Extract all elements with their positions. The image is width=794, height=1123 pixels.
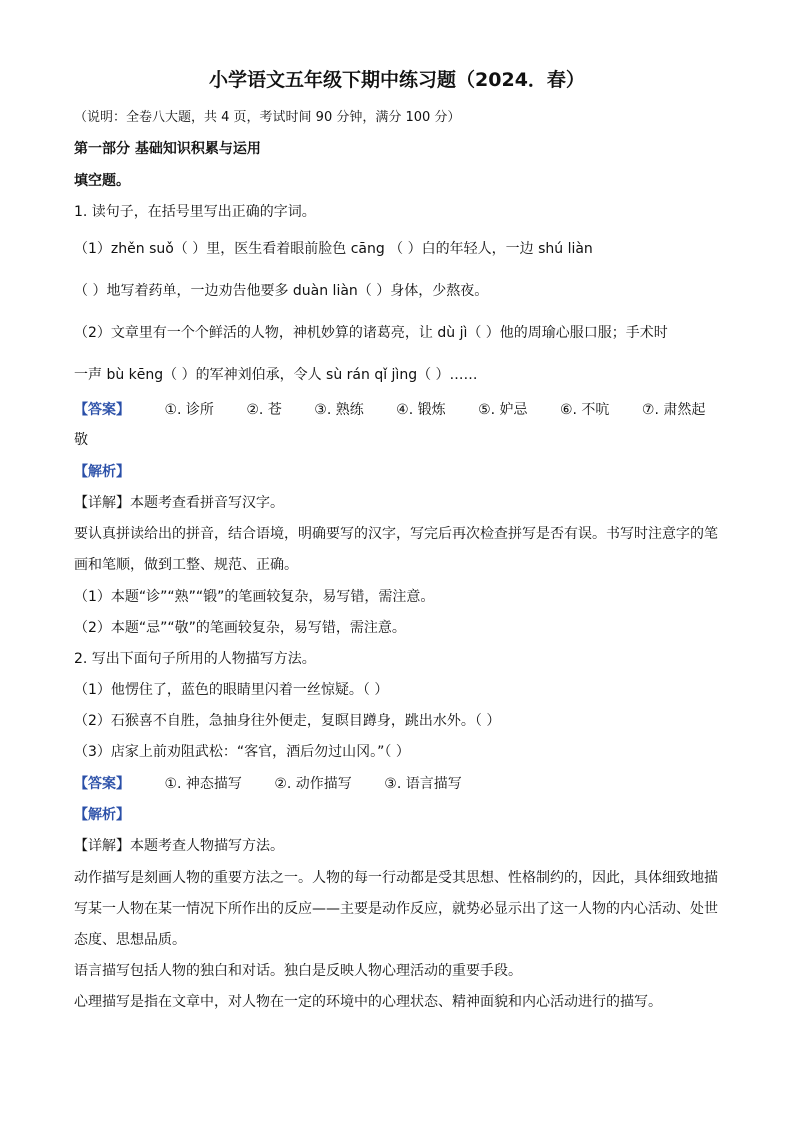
q1-stem: 1. 读句子，在括号里写出正确的字词。: [74, 204, 316, 220]
q1-answer-line: [74, 399, 724, 421]
answer-item: ①. 诊所: [164, 402, 214, 418]
q2-sentence-3: （3）店家上前劝阻武松：“客官，酒后勿过山冈。”（ ）: [74, 744, 410, 760]
answer-item: ②. 苍: [246, 402, 282, 418]
q1-paragraph-3: （2）本题“忌”“敬”的笔画较复杂，易写错，需注意。: [74, 620, 406, 636]
q1-paragraph-1a: 要认真拼读给出的拼音，结合语境，明确要写的汉字，写完后再次检查拼写是否有误。书写时注意字的笔: [74, 526, 718, 542]
answer-item: ②. 动作描写: [274, 776, 352, 792]
q2-paragraph-1b: 写某一人物在某一情况下所作出的反应——主要是动作反应，就势必显示出了这一人物的内心活动、处世: [74, 901, 718, 917]
q1-detail: 【详解】本题考查看拼音写汉字。: [74, 495, 284, 511]
q2-answer-line: [74, 773, 724, 795]
answer-item: ④. 锻炼: [396, 402, 446, 418]
answer-item: ①. 神态描写: [164, 776, 242, 792]
q1-sentence-1a: （1）zhěn suǒ（ ）里，医生看着眼前脸色 cāng （ ）白的年轻人，一边 shú liàn: [74, 241, 593, 257]
answer-item: ③. 熟练: [314, 402, 364, 418]
q2-detail: 【详解】本题考查人物描写方法。: [74, 838, 284, 854]
q2-paragraph-1c: 态度、思想品质。: [74, 932, 186, 948]
page-title: 小学语文五年级下期中练习题（2024．春）: [209, 69, 585, 91]
section-heading: 填空题。: [74, 173, 130, 189]
q1-answer-wrap: 敬: [74, 432, 88, 448]
analysis-label: 【解析】: [74, 807, 130, 823]
q2-paragraph-2: 语言描写包括人物的独白和对话。独白是反映人物心理活动的重要手段。: [74, 963, 522, 979]
answer-item: ③. 语言描写: [384, 776, 462, 792]
q2-sentence-1: （1）他愣住了，蓝色的眼睛里闪着一丝惊疑。（ ）: [74, 682, 389, 698]
q1-paragraph-2: （1）本题“诊”“熟”“锻”的笔画较复杂，易写错，需注意。: [74, 589, 435, 605]
answer-item: ⑦. 肃然起: [641, 402, 706, 418]
q1-sentence-2b: 一声 bù kēng（ ）的军神刘伯承，令人 sù rán qǐ jìng（ ）……: [74, 367, 478, 383]
q2-stem: 2. 写出下面句子所用的人物描写方法。: [74, 651, 316, 667]
q1-sentence-2a: （2）文章里有一个个鲜活的人物，神机妙算的诸葛亮，让 dù jì（ ）他的周瑜心服口服；手术时: [74, 325, 668, 341]
answer-label: 【答案】: [74, 776, 130, 792]
q1-sentence-1b: （ ）地写着药单，一边劝告他要多 duàn liàn（ ）身体，少熬夜。: [74, 283, 489, 299]
answer-item: ⑥. 不吭: [559, 402, 610, 418]
answer-item: ⑤. 妒忌: [478, 402, 528, 418]
q2-paragraph-1a: 动作描写是刻画人物的重要方法之一。人物的每一行动都是受其思想、性格制约的，因此，具体细致地描: [74, 870, 718, 886]
analysis-label: 【解析】: [74, 464, 130, 480]
part-heading: 第一部分 基础知识积累与运用: [74, 141, 261, 157]
q1-paragraph-1b: 画和笔顺，做到工整、规范、正确。: [74, 557, 298, 573]
q2-sentence-2: （2）石猴喜不自胜，急抽身往外便走，复瞑目蹲身，跳出水外。（ ）: [74, 713, 501, 729]
answer-label: 【答案】: [74, 402, 130, 418]
q2-paragraph-3: 心理描写是指在文章中，对人物在一定的环境中的心理状态、精神面貌和内心活动进行的描写。: [74, 994, 662, 1010]
exam-note: （说明：全卷八大题，共 4 页，考试时间 90 分钟，满分 100 分）: [74, 110, 461, 125]
